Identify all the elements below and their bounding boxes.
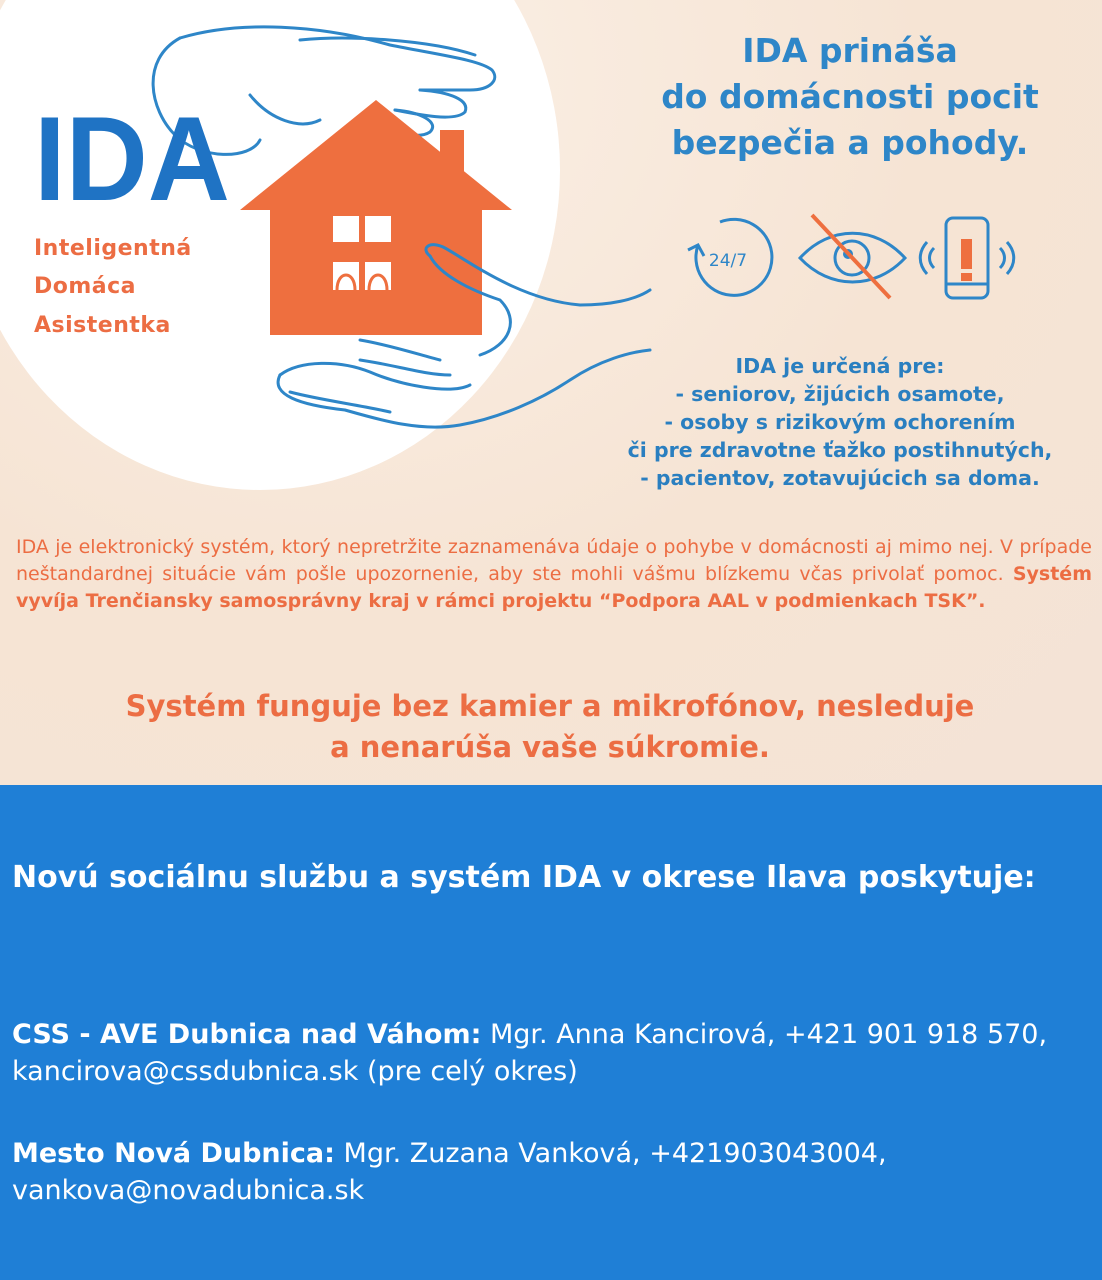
headline-line-2: do domácnosti pocit [661, 77, 1039, 116]
svg-text:24/7: 24/7 [708, 251, 748, 271]
description-text: IDA je elektronický systém, ktorý nepretržite zaznamenáva údaje o pohybe v domácnosti aj mimo nej. V prípade neštandardnej situácie vám pošle upozornenie, aby ste mohli vášmu blízkemu včas privolať pomoc. [16, 536, 1092, 585]
logo-subtitle-line-1: Inteligentná [34, 236, 192, 261]
logo-ida-text: IDA [34, 92, 230, 226]
house-icon [240, 100, 512, 335]
target-item: - pacientov, zotavujúcich sa doma. [640, 466, 1040, 490]
feature-icons [680, 210, 1040, 305]
no-camera-eye-icon [800, 215, 905, 298]
target-item: - seniorov, žijúcich osamote, [675, 382, 1005, 406]
target-item: - osoby s rizikovým ochorením [664, 410, 1016, 434]
headline-line-3: bezpečia a pohody. [671, 123, 1029, 162]
privacy-line-1: Systém funguje bez kamier a mikrofónov, nesleduje [125, 689, 975, 723]
privacy-line-2: a nenarúša vaše súkromie. [330, 730, 770, 764]
target-item: či pre zdravotne ťažko postihnutých, [627, 438, 1053, 462]
target-groups [580, 352, 1100, 492]
contact-org: CSS - AVE Dubnica nad Váhom: [12, 1019, 482, 1050]
description-bold-text: Systém vyvíja Trenčiansky samosprávny kraj v rámci projektu “Podpora AAL v podmienkach TSK”. [16, 563, 1092, 612]
phone-alert-icon [920, 218, 1014, 298]
ida-logo [0, 0, 680, 470]
target-title: IDA je určená pre: [735, 354, 945, 378]
contact-org: Mesto Nová Dubnica: [12, 1138, 335, 1169]
contact-css-ave [12, 1016, 1097, 1090]
headline [600, 28, 1100, 166]
headline-line-1: IDA prináša [742, 31, 958, 70]
24-7-icon [688, 219, 772, 295]
provider-title: Novú sociálnu službu a systém IDA v okrese Ilava poskytuje: [12, 860, 1036, 895]
description-paragraph [16, 534, 1092, 615]
logo-subtitle-line-3: Asistentka [34, 313, 171, 338]
contact-details: Mgr. Anna Kancirová, +421 901 918 570, kancirova@cssdubnica.sk (pre celý okres) [12, 1019, 1048, 1087]
logo-subtitle-line-2: Domáca [34, 274, 137, 299]
contact-details: Mgr. Zuzana Vanková, +421903043004, vankova@novadubnica.sk [12, 1138, 887, 1206]
privacy-statement [10, 686, 1090, 768]
contact-nova-dubnica [12, 1135, 1097, 1209]
